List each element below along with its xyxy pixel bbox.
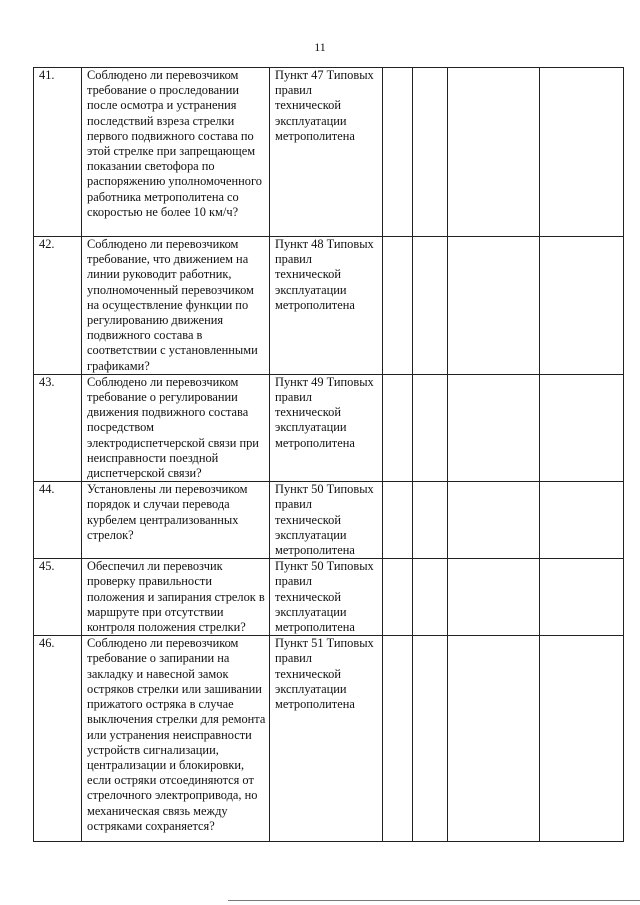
requirement-question: Соблюдено ли перевозчиком требование, что движением на линии руководит работник, уполномоченный перевозчиком на осуществление функции по регулированию движения подвижного состава в соответствии с установленными графиками? [82, 237, 270, 375]
not-applicable-cell [448, 559, 540, 636]
table-row [34, 374, 624, 481]
not-applicable-cell [448, 237, 540, 375]
legal-reference: Пункт 51 Типовых правил технической эксплуатации метрополитена [270, 636, 383, 842]
legal-reference: Пункт 50 Типовых правил технической эксплуатации метрополитена [270, 559, 383, 636]
legal-reference: Пункт 48 Типовых правил технической эксплуатации метрополитена [270, 237, 383, 375]
note-cell [540, 482, 624, 559]
not-applicable-cell [448, 636, 540, 842]
table-row [34, 559, 624, 636]
legal-reference: Пункт 47 Типовых правил технической эксплуатации метрополитена [270, 68, 383, 237]
requirement-question: Установлены ли перевозчиком порядок и случаи перевода курбелем централизованных стрелок? [82, 482, 270, 559]
legal-reference: Пункт 49 Типовых правил технической эксплуатации метрополитена [270, 374, 383, 481]
note-cell [540, 68, 624, 237]
requirement-question: Соблюдено ли перевозчиком требование о запирании на закладку и навесной замок остряков стрелки или зашивании прижатого остряка в случае выключения стрелки для ремонта или устранения неисправности устройств сигнализации, централизации и блокировки, если остряки отсоединяются от стрелочного электропривода, но механическая связь между остряками сохраняется? [82, 636, 270, 842]
table-row [34, 237, 624, 375]
answer-yes-cell [383, 374, 413, 481]
requirement-question: Соблюдено ли перевозчиком требование о проследовании после осмотра и устранения последствий взреза стрелки первого подвижного состава по этой стрелке при запрещающем показании светофора по распоряжению уполномоченного работника метрополитена со скоростью не более 10 км/ч? [82, 68, 270, 237]
note-cell [540, 237, 624, 375]
not-applicable-cell [448, 68, 540, 237]
not-applicable-cell [448, 374, 540, 481]
table-row [34, 68, 624, 237]
answer-no-cell [413, 636, 448, 842]
note-cell [540, 374, 624, 481]
not-applicable-cell [448, 482, 540, 559]
answer-no-cell [413, 374, 448, 481]
answer-no-cell [413, 559, 448, 636]
row-number: 44. [34, 482, 82, 559]
requirement-question: Соблюдено ли перевозчиком требование о регулировании движения подвижного состава посредством электродиспетчерской связи при неисправности поездной диспетчерской связи? [82, 374, 270, 481]
row-number: 41. [34, 68, 82, 237]
note-cell [540, 636, 624, 842]
table-row [34, 482, 624, 559]
answer-no-cell [413, 68, 448, 237]
row-number: 43. [34, 374, 82, 481]
requirement-question: Обеспечил ли перевозчик проверку правильности положения и запирания стрелок в маршруте при отсутствии контроля положения стрелки? [82, 559, 270, 636]
row-number: 46. [34, 636, 82, 842]
answer-yes-cell [383, 559, 413, 636]
answer-yes-cell [383, 68, 413, 237]
table-row [34, 636, 624, 842]
scan-edge-line [228, 900, 640, 901]
legal-reference: Пункт 50 Типовых правил технической эксплуатации метрополитена [270, 482, 383, 559]
checklist-table [33, 67, 624, 842]
answer-yes-cell [383, 482, 413, 559]
answer-no-cell [413, 237, 448, 375]
row-number: 45. [34, 559, 82, 636]
answer-yes-cell [383, 636, 413, 842]
page-number: 11 [314, 40, 326, 54]
note-cell [540, 559, 624, 636]
row-number: 42. [34, 237, 82, 375]
answer-yes-cell [383, 237, 413, 375]
answer-no-cell [413, 482, 448, 559]
